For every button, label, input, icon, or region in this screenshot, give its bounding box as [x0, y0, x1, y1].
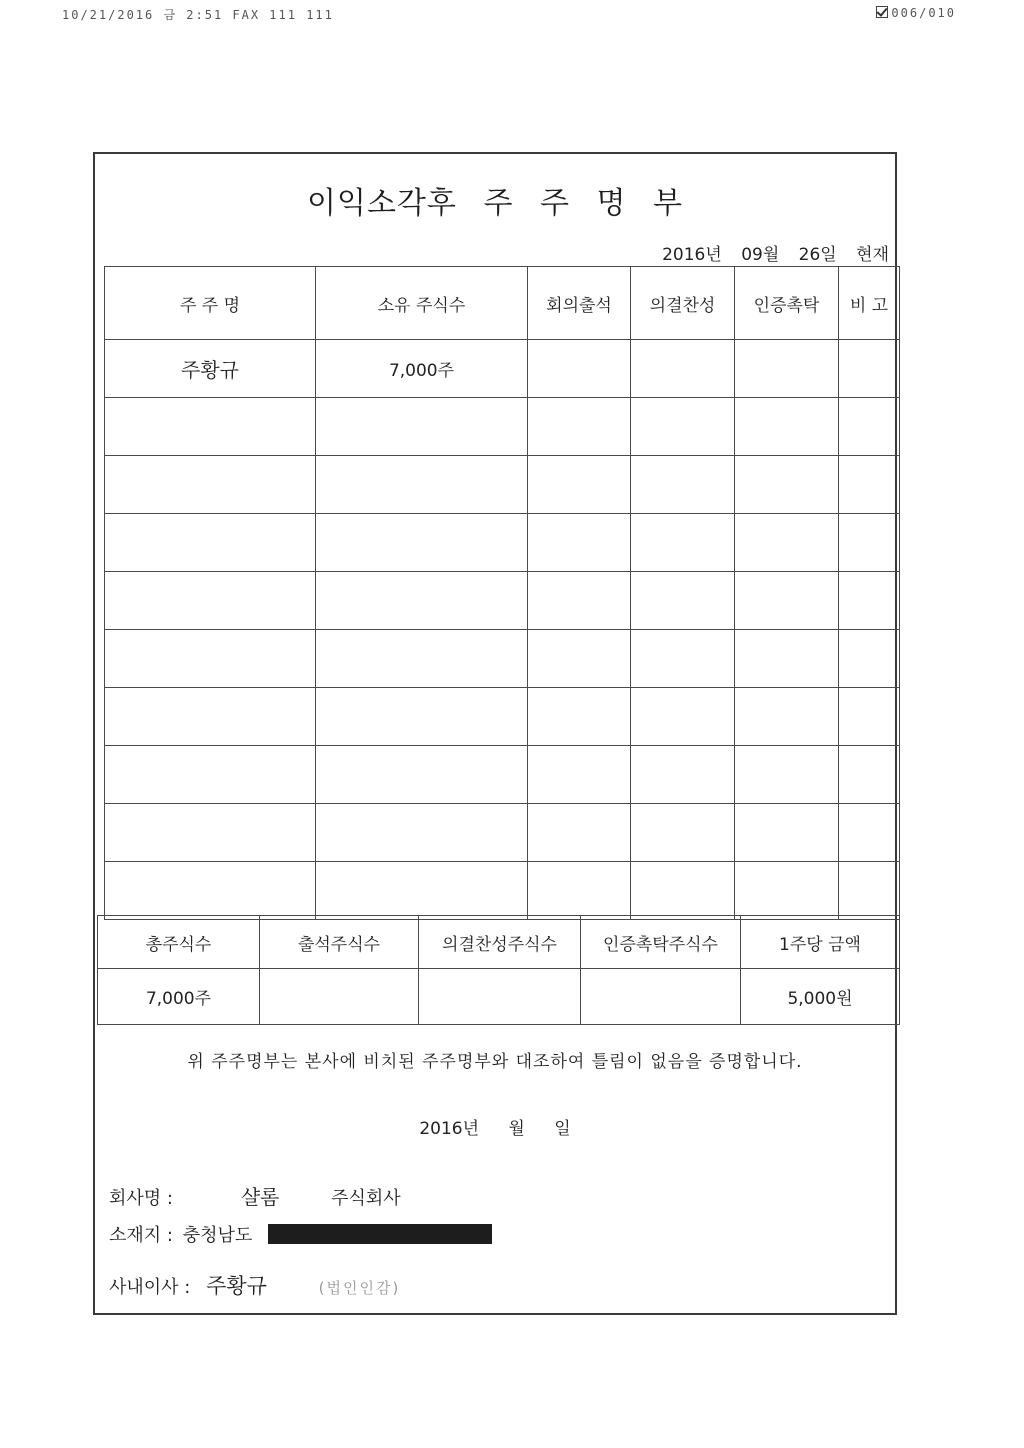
page-title [95, 178, 895, 222]
value-attending-shares [260, 969, 419, 1025]
title-char: 주 [539, 186, 570, 221]
table-row [105, 630, 900, 688]
director-name: 주황규 [206, 1274, 267, 1298]
cell-notarization [735, 456, 839, 514]
cell-approval [631, 688, 735, 746]
cell-name [105, 572, 316, 630]
cell-remarks [839, 340, 900, 398]
company-name: 샬롬 [240, 1185, 280, 1209]
cell-name [105, 514, 316, 572]
cell-remarks [839, 862, 900, 920]
corporate-seal-note: (법인인감) [318, 1279, 401, 1297]
cell-approval [631, 340, 735, 398]
cell-approval [631, 456, 735, 514]
header-par-value: 1주당 금액 [741, 916, 900, 969]
cell-name: 주황규 [105, 340, 316, 398]
cell-shares [316, 630, 528, 688]
cell-attendance [528, 398, 631, 456]
cell-approval [631, 398, 735, 456]
cell-shares [316, 804, 528, 862]
title-char: 주 [483, 186, 514, 221]
cell-approval [631, 804, 735, 862]
address-row [109, 1221, 492, 1247]
cell-attendance [528, 746, 631, 804]
cell-attendance [528, 572, 631, 630]
shareholder-table [104, 266, 900, 920]
title-main: 이익소각후 [306, 186, 457, 221]
checkbox-icon [876, 6, 888, 18]
director-row [109, 1270, 400, 1300]
sign-year: 2016년 [419, 1119, 479, 1139]
cell-name [105, 398, 316, 456]
redaction-bar [268, 1224, 492, 1244]
fax-header [62, 6, 956, 24]
cell-name [105, 862, 316, 920]
date-year: 2016년 [662, 245, 722, 265]
cell-approval [631, 746, 735, 804]
document-frame [93, 152, 897, 1315]
company-name-label: 회사명 : [109, 1188, 173, 1209]
cell-approval [631, 862, 735, 920]
cell-shares [316, 746, 528, 804]
cell-approval [631, 572, 735, 630]
cell-shares [316, 688, 528, 746]
cell-attendance [528, 630, 631, 688]
director-label: 사내이사 : [109, 1277, 191, 1298]
table-row [105, 804, 900, 862]
table-row [105, 340, 900, 398]
cell-notarization [735, 746, 839, 804]
cell-attendance [528, 862, 631, 920]
totals-value-row [98, 969, 900, 1025]
cell-name [105, 804, 316, 862]
fax-header-left: 10/21/2016 금 2:51 FAX 111 111 [62, 8, 334, 22]
cell-attendance [528, 514, 631, 572]
fax-header-right [876, 6, 956, 20]
cell-shares [316, 456, 528, 514]
cell-attendance [528, 340, 631, 398]
header-attending-shares: 출석주식수 [260, 916, 419, 969]
cell-shares [316, 398, 528, 456]
value-par-value: 5,000원 [741, 969, 900, 1025]
date-month: 09월 [741, 245, 780, 265]
cell-attendance [528, 688, 631, 746]
cell-notarization [735, 688, 839, 746]
as-of-date [648, 240, 889, 265]
date-suffix: 현재 [856, 245, 889, 265]
cell-notarization [735, 862, 839, 920]
cell-attendance [528, 456, 631, 514]
header-notarized-shares: 인증촉탁주식수 [581, 916, 741, 969]
cell-approval [631, 630, 735, 688]
cell-remarks [839, 804, 900, 862]
table-row [105, 572, 900, 630]
cell-remarks [839, 456, 900, 514]
certification-statement: 위 주주명부는 본사에 비치된 주주명부와 대조하여 틀림이 없음을 증명합니다. [187, 1052, 803, 1072]
header-total-shares: 총주식수 [98, 916, 260, 969]
cell-remarks [839, 514, 900, 572]
sign-month: 월 [508, 1119, 525, 1139]
signature-date [95, 1114, 895, 1139]
cell-remarks [839, 398, 900, 456]
header-remarks: 비 고 [839, 267, 900, 340]
cell-shares [316, 514, 528, 572]
cell-remarks [839, 630, 900, 688]
title-char: 부 [653, 186, 684, 221]
header-shares-owned: 소유 주식수 [316, 267, 528, 340]
cell-remarks [839, 572, 900, 630]
totals-table [97, 915, 900, 1025]
cell-attendance [528, 804, 631, 862]
cell-remarks [839, 688, 900, 746]
value-approving-shares [419, 969, 581, 1025]
header-attendance: 회의출석 [528, 267, 631, 340]
company-row [109, 1181, 401, 1210]
table-row [105, 746, 900, 804]
table-row [105, 398, 900, 456]
table-row [105, 514, 900, 572]
header-vote-approval: 의결찬성 [631, 267, 735, 340]
table-header-row [105, 267, 900, 340]
value-notarized-shares [581, 969, 741, 1025]
table-row [105, 688, 900, 746]
cell-notarization [735, 804, 839, 862]
header-approving-shares: 의결찬성주식수 [419, 916, 581, 969]
date-day: 26일 [798, 245, 837, 265]
cell-remarks [839, 746, 900, 804]
cell-notarization [735, 514, 839, 572]
cell-notarization [735, 398, 839, 456]
table-row [105, 862, 900, 920]
header-notarization: 인증촉탁 [735, 267, 839, 340]
address-label: 소재지 : [109, 1225, 173, 1246]
cell-name [105, 688, 316, 746]
title-char: 명 [596, 186, 627, 221]
company-type: 주식회사 [331, 1188, 401, 1209]
cell-approval [631, 514, 735, 572]
cell-notarization [735, 572, 839, 630]
sign-day: 일 [554, 1119, 571, 1139]
fax-page-count: 006/010 [891, 6, 956, 20]
cell-notarization [735, 340, 839, 398]
cell-shares [316, 862, 528, 920]
totals-header-row [98, 916, 900, 969]
cell-notarization [735, 630, 839, 688]
value-total-shares: 7,000주 [98, 969, 260, 1025]
cell-name [105, 456, 316, 514]
cell-name [105, 746, 316, 804]
cell-shares: 7,000주 [316, 340, 528, 398]
address-value: 충청남도 [182, 1225, 253, 1246]
header-shareholder-name: 주 주 명 [105, 267, 316, 340]
table-row [105, 456, 900, 514]
cell-name [105, 630, 316, 688]
cell-shares [316, 572, 528, 630]
